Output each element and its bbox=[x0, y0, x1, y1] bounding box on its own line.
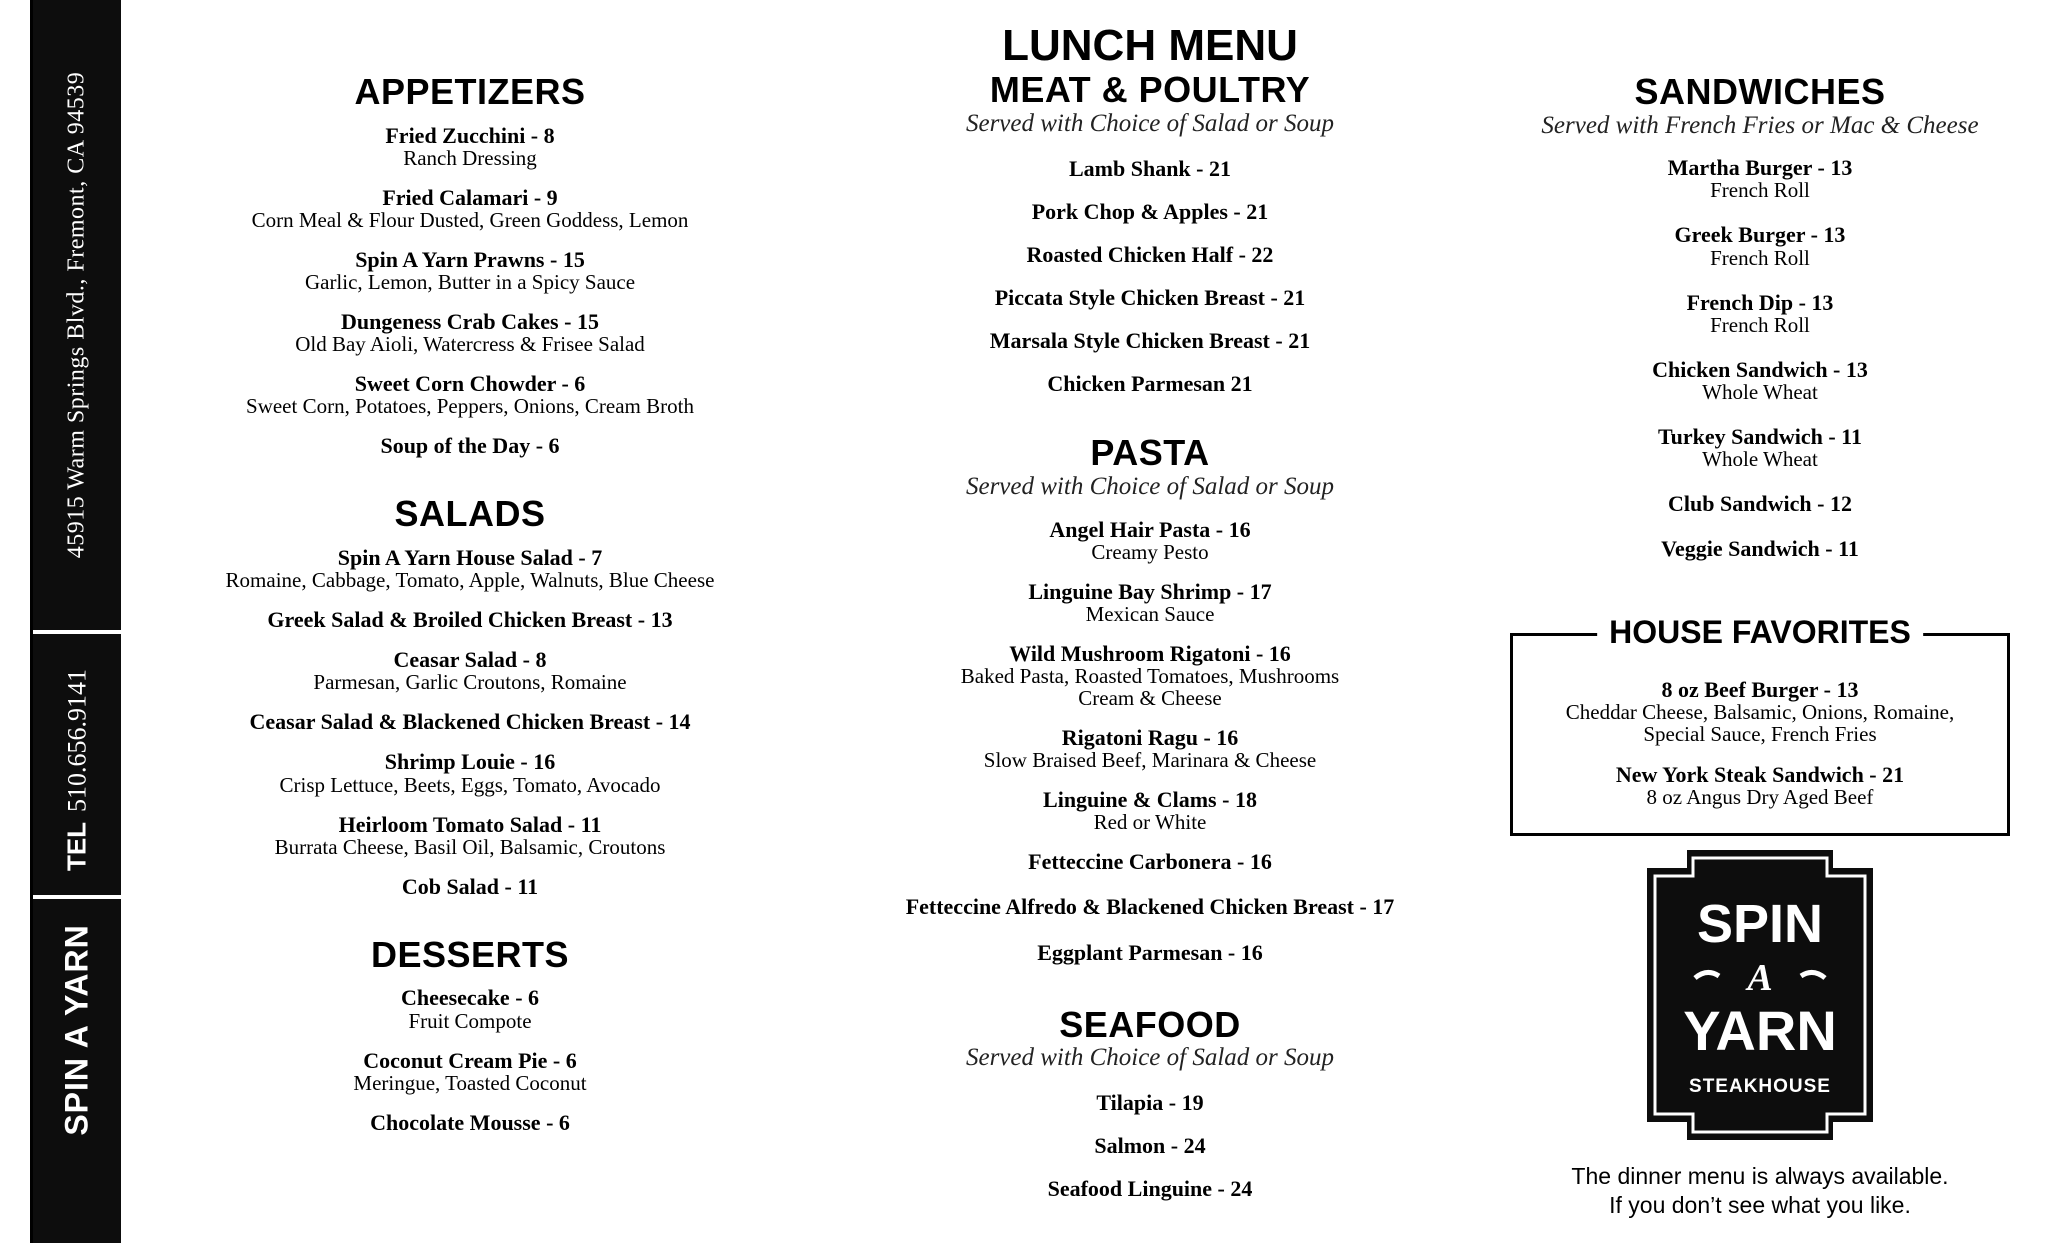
list-item: New York Steak Sandwich - 21 8 oz Angus Dry Aged Beef bbox=[1615, 762, 1905, 810]
list-item: Fried Zucchini - 8 Ranch Dressing bbox=[385, 122, 555, 170]
list-item: Greek Burger - 13 French Roll bbox=[1674, 222, 1846, 270]
sandwiches-list bbox=[1510, 156, 2010, 560]
list-item: Tilapia - 19 bbox=[1096, 1090, 1204, 1116]
page-title: LUNCH MENU bbox=[1002, 21, 1298, 70]
logo-line1: SPIN bbox=[1696, 894, 1824, 954]
list-item: Spin A Yarn House Salad - 7 Romaine, Cabbage, Tomato, Apple, Walnuts, Blue Cheese bbox=[225, 544, 715, 593]
salads-list bbox=[170, 546, 770, 898]
footer-line1: The dinner menu is always available. bbox=[1571, 1163, 1949, 1189]
list-item: Lamb Shank - 21 bbox=[1068, 155, 1231, 181]
list-item: Fetteccine Carbonera - 16 bbox=[1028, 849, 1272, 875]
list-item: Sweet Corn Chowder - 6 Sweet Corn, Potatoes, Peppers, Onions, Cream Broth bbox=[246, 371, 694, 419]
list-item: Shrimp Louie - 16 Crisp Lettuce, Beets, Eggs, Tomato, Avocado bbox=[279, 749, 661, 797]
left-column bbox=[170, 0, 770, 1151]
list-item: Martha Burger - 13 French Roll bbox=[1667, 155, 1853, 203]
list-item: Greek Salad & Broiled Chicken Breast - 13 bbox=[267, 607, 673, 633]
middle-column bbox=[850, 0, 1450, 1220]
list-item: Soup of the Day - 6 bbox=[380, 433, 560, 459]
list-item: Chicken Sandwich - 13 Whole Wheat bbox=[1652, 356, 1868, 404]
tel-label: TEL bbox=[61, 821, 92, 872]
list-item: Coconut Cream Pie - 6 Meringue, Toasted Coconut bbox=[353, 1047, 587, 1095]
footer-line2: If you don’t see what you like. bbox=[1609, 1191, 1911, 1218]
logo-line3: YARN bbox=[1683, 999, 1837, 1062]
appetizers-list bbox=[170, 124, 770, 458]
appetizers-title: APPETIZERS bbox=[354, 71, 586, 112]
list-item: Rigatoni Ragu - 16 Slow Braised Beef, Marinara & Cheese bbox=[983, 725, 1317, 773]
pasta-list bbox=[850, 518, 1450, 964]
banner-divider bbox=[33, 630, 121, 634]
list-item: Cob Salad - 11 bbox=[401, 873, 539, 899]
sandwiches-subtitle: Served with French Fries or Mac & Cheese bbox=[1541, 111, 1979, 139]
logo-line4: STEAKHOUSE bbox=[1689, 1076, 1831, 1097]
list-item: Fried Calamari - 9 Corn Meal & Flour Dusted, Green Goddess, Lemon bbox=[251, 184, 689, 232]
right-column bbox=[1510, 0, 2010, 577]
footer-note bbox=[1510, 1162, 2010, 1220]
list-item: French Dip - 13 French Roll bbox=[1686, 289, 1834, 337]
address-text: 45915 Warm Springs Blvd., Fremont, CA 94539 bbox=[63, 71, 90, 559]
list-item: Chicken Parmesan 21 bbox=[1047, 371, 1253, 397]
telephone bbox=[62, 669, 93, 871]
meat-poultry-title: MEAT & POULTRY bbox=[989, 69, 1311, 111]
house-favorites-title: HOUSE FAVORITES bbox=[1597, 614, 1923, 651]
list-item: Roasted Chicken Half - 22 bbox=[1026, 241, 1274, 267]
list-item: Cheesecake - 6 Fruit Compote bbox=[400, 985, 540, 1033]
list-item: Chocolate Mousse - 6 bbox=[370, 1109, 570, 1135]
desserts-title: DESSERTS bbox=[370, 933, 570, 975]
list-item: Dungeness Crab Cakes - 15 Old Bay Aioli, Watercress & Frisee Salad bbox=[295, 309, 645, 357]
logo-line2: A bbox=[1747, 957, 1773, 999]
seafood-title: SEAFOOD bbox=[1059, 1003, 1241, 1045]
meat-poultry-list bbox=[850, 157, 1450, 396]
house-favorites-list bbox=[1513, 678, 2007, 826]
sandwiches-title: SANDWICHES bbox=[1634, 71, 1886, 112]
tel-number: 510.656.9141 bbox=[62, 668, 92, 812]
house-favorites-box bbox=[1510, 614, 2010, 836]
list-item: Ceasar Salad & Blackened Chicken Breast - 14 bbox=[249, 709, 691, 735]
spin-a-yarn-logo bbox=[1647, 850, 1873, 1140]
list-item: Linguine Bay Shrimp - 17 Mexican Sauce bbox=[1028, 578, 1272, 626]
banner-divider bbox=[33, 895, 121, 899]
list-item: Piccata Style Chicken Breast - 21 bbox=[994, 285, 1306, 311]
seafood-subtitle: Served with Choice of Salad or Soup bbox=[965, 1044, 1335, 1072]
list-item: Seafood Linguine - 24 bbox=[1047, 1176, 1253, 1202]
list-item: Pork Chop & Apples - 21 bbox=[1031, 198, 1269, 224]
list-item: Veggie Sandwich - 11 bbox=[1661, 536, 1859, 562]
list-item: Club Sandwich - 12 bbox=[1667, 491, 1852, 517]
list-item: Heirloom Tomato Salad - 11 Burrata Cheese, Basil Oil, Balsamic, Croutons bbox=[274, 811, 666, 859]
list-item: Spin A Yarn Prawns - 15 Garlic, Lemon, Butter in a Spicy Sauce bbox=[304, 246, 636, 294]
pasta-subtitle: Served with Choice of Salad or Soup bbox=[965, 472, 1335, 500]
pasta-title: PASTA bbox=[1090, 432, 1210, 474]
seafood-list bbox=[850, 1091, 1450, 1200]
meat-poultry-subtitle: Served with Choice of Salad or Soup bbox=[965, 109, 1335, 137]
list-item: Fetteccine Alfredo & Blackened Chicken Breast - 17 bbox=[905, 894, 1395, 920]
salads-title: SALADS bbox=[394, 493, 546, 535]
list-item: Wild Mushroom Rigatoni - 16 Baked Pasta, Roasted Tomatoes, Mushrooms Cream & Cheese bbox=[960, 640, 1340, 711]
desserts-list bbox=[170, 986, 770, 1133]
list-item: Turkey Sandwich - 11 Whole Wheat bbox=[1658, 423, 1862, 471]
restaurant-name: SPIN A YARN bbox=[58, 924, 95, 1136]
list-item: Salmon - 24 bbox=[1094, 1133, 1206, 1159]
list-item: Angel Hair Pasta - 16 Creamy Pesto bbox=[1049, 516, 1251, 564]
list-item: 8 oz Beef Burger - 13 Cheddar Cheese, Balsamic, Onions, Romaine, Special Sauce, French Fries bbox=[1565, 677, 1955, 747]
list-item: Marsala Style Chicken Breast - 21 bbox=[989, 328, 1311, 354]
list-item: Linguine & Clams - 18 Red or White bbox=[1043, 787, 1257, 835]
list-item: Eggplant Parmesan - 16 bbox=[1037, 939, 1263, 965]
side-banner bbox=[30, 0, 121, 1243]
list-item: Ceasar Salad - 8 Parmesan, Garlic Croutons, Romaine bbox=[313, 647, 627, 695]
